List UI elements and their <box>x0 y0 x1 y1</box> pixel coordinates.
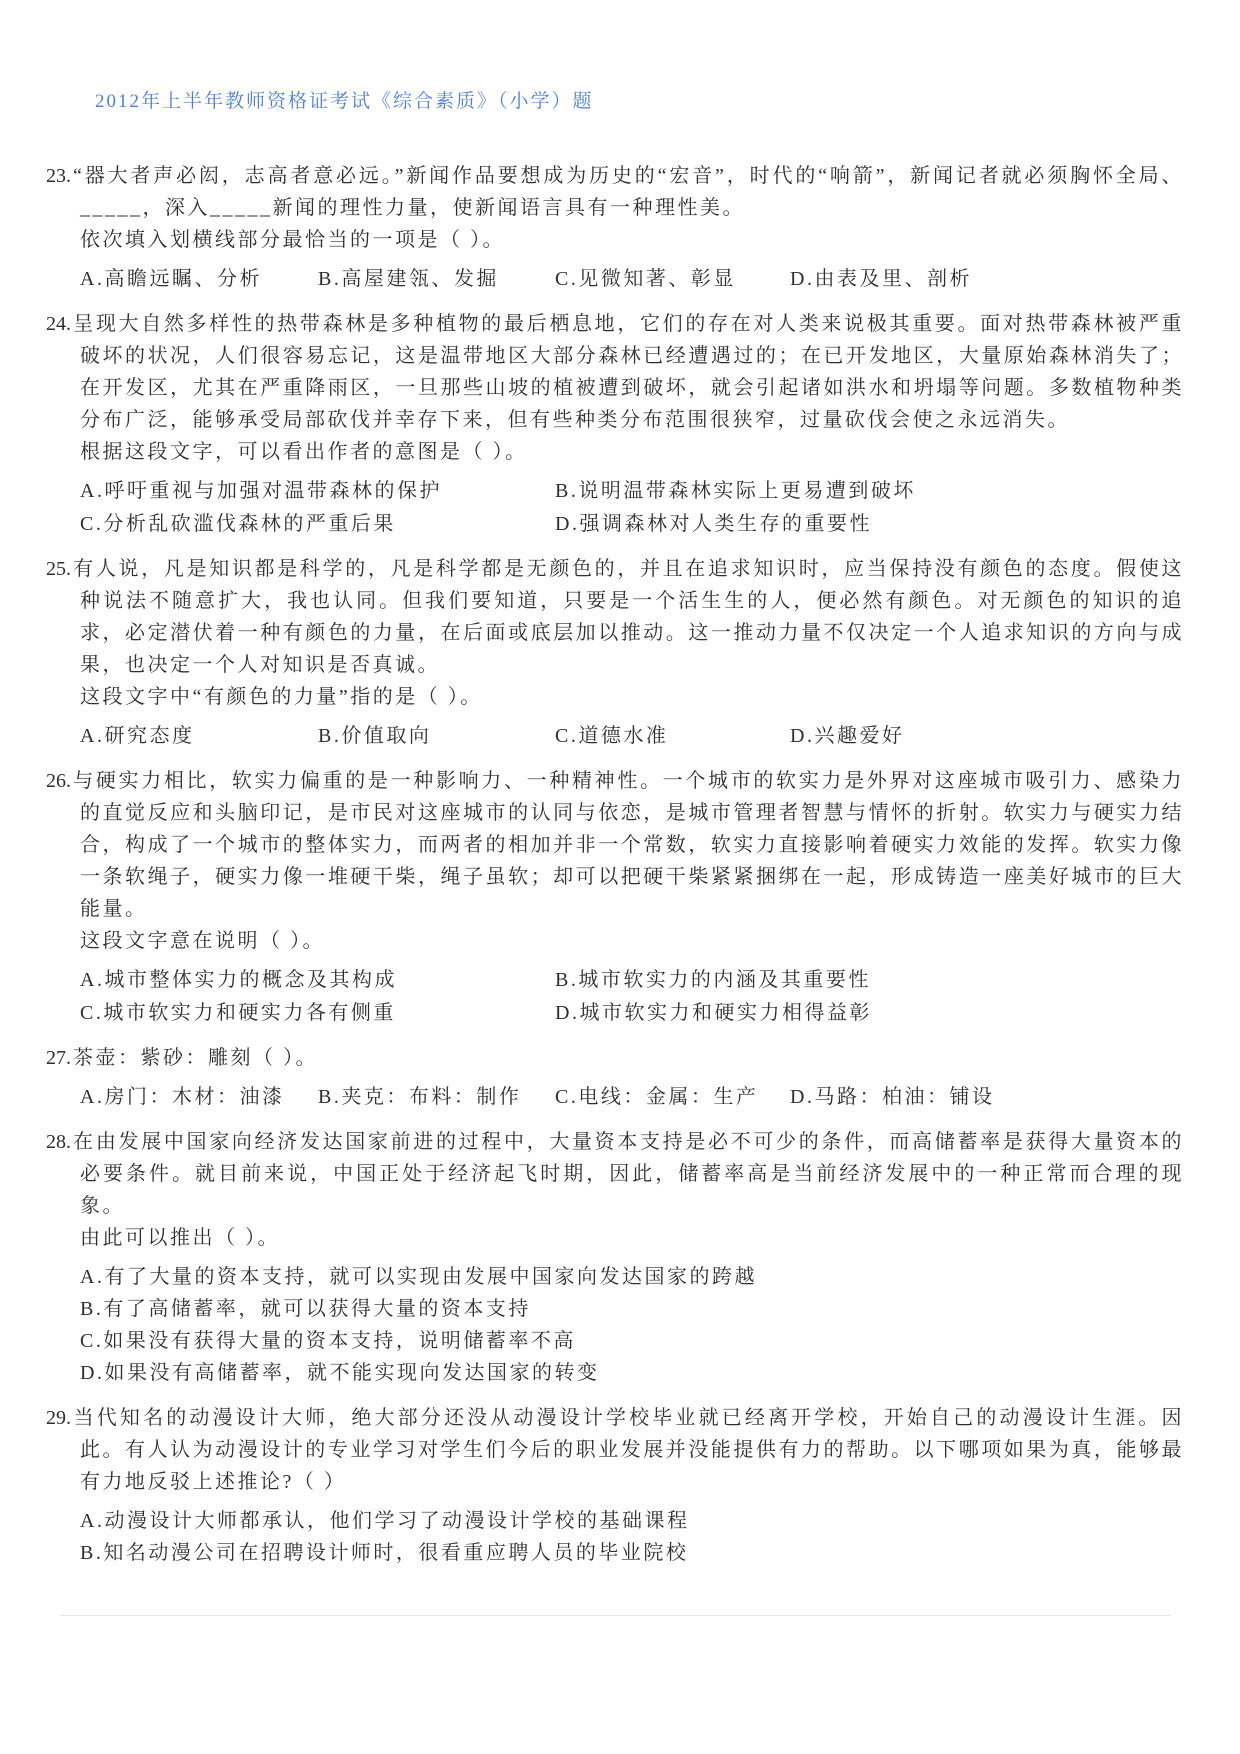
question-stem: 23. “器大者声必闳，志高者意必远。”新闻作品要想成为历史的“宏音”，时代的“响箭”，新闻记者就必须胸怀全局、_____，深入_____新闻的理性力量，使新闻语言具有一种理性美。 <box>46 165 1184 219</box>
options <box>46 263 1184 295</box>
option: B.城市软实力的内涵及其重要性 <box>555 969 871 991</box>
option: B.高屋建瓴、发掘 <box>318 268 499 290</box>
question-prompt: 依次填入划横线部分最恰当的一项是（ ）。 <box>80 229 505 251</box>
question-29 <box>46 1402 1184 1569</box>
question-number: 25. <box>46 558 71 580</box>
option: A.高瞻远瞩、分析 <box>80 268 262 290</box>
document-title: 2012年上半年教师资格证考试《综合素质》（小学）题 <box>95 91 594 112</box>
option: A.房门：木材：油漆 <box>80 1086 285 1108</box>
question-24 <box>46 308 1184 540</box>
options <box>46 475 1184 540</box>
option: B.价值取向 <box>318 725 432 747</box>
question-25 <box>46 553 1184 752</box>
options <box>46 1081 1184 1113</box>
question-number: 27. <box>46 1047 71 1069</box>
question-28 <box>46 1126 1184 1389</box>
options <box>46 1505 1184 1569</box>
option: D.强调森林对人类生存的重要性 <box>555 513 872 535</box>
page-bottom-divider <box>59 1615 1171 1616</box>
question-prompt: 根据这段文字，可以看出作者的意图是（ ）。 <box>80 441 528 463</box>
question-prompt: 这段文字中“有颜色的力量”指的是（ ）。 <box>80 686 483 708</box>
option: A.呼吁重视与加强对温带森林的保护 <box>80 480 442 502</box>
question-stem: 24. 呈现大自然多样性的热带森林是多种植物的最后栖息地，它们的存在对人类来说极其重要。面对热带森林被严重破坏的状况，人们很容易忘记，这是温带地区大部分森林已经遭遇过的；在已开发地区，大量原始森林消失了；在开发区，尤其在严重降雨区，一旦那些山坡的植被遭到破坏，就会引起诸如洪水和坍塌等问题。多数植物种类分布广泛，能够承受局部砍伐并幸存下来，但有些种类分布范围很狭窄，过量砍伐会使之永远消失。 <box>46 313 1184 431</box>
option: C.城市软实力和硬实力各有侧重 <box>80 1002 396 1024</box>
option: A.城市整体实力的概念及其构成 <box>80 969 397 991</box>
option: B.有了高储蓄率，就可以获得大量的资本支持 <box>80 1298 531 1320</box>
option: D.如果没有高储蓄率，就不能实现向发达国家的转变 <box>80 1362 600 1384</box>
option: C.见微知著、彰显 <box>555 268 736 290</box>
question-stem: 28. 在由发展中国家向经济发达国家前进的过程中，大量资本支持是必不可少的条件，而高储蓄率是获得大量资本的必要条件。就目前来说，中国正处于经济起飞时期，因此，储蓄率高是当前经济发展中的一种正常而合理的现象。 <box>46 1131 1184 1217</box>
questions <box>46 160 1184 1616</box>
options <box>46 720 1184 752</box>
question-stem: 26. 与硬实力相比，软实力偏重的是一种影响力、一种精神性。一个城市的软实力是外界对这座城市吸引力、感染力的直觉反应和头脑印记，是市民对这座城市的认同与依恋，是城市管理者智慧与情怀的折射。软实力与硬实力结合，构成了一个城市的整体实力，而两者的相加并非一个常数，软实力直接影响着硬实力效能的发挥。软实力像一条软绳子，硬实力像一堆硬干柴，绳子虽软；却可以把硬干柴紧紧捆绑在一起，形成铸造一座美好城市的巨大能量。 <box>46 770 1184 920</box>
option: D.由表及里、剖析 <box>790 268 972 290</box>
option: B.说明温带森林实际上更易遭到破坏 <box>555 480 916 502</box>
option: D.城市软实力和硬实力相得益彰 <box>555 1002 872 1024</box>
question-26 <box>46 765 1184 1029</box>
question-stem: 27. 茶壶：紫砂：雕刻（ ）。 <box>46 1047 318 1069</box>
question-number: 29. <box>46 1407 71 1429</box>
option: C.道德水准 <box>555 725 669 747</box>
option: A.动漫设计大师都承认，他们学习了动漫设计学校的基础课程 <box>80 1510 690 1532</box>
question-number: 23. <box>46 165 71 187</box>
options <box>46 964 1184 1029</box>
question-27 <box>46 1042 1184 1113</box>
option: A.有了大量的资本支持，就可以实现由发展中国家向发达国家的跨越 <box>80 1266 757 1288</box>
question-number: 26. <box>46 770 71 792</box>
option: B.知名动漫公司在招聘设计师时，很看重应聘人员的毕业院校 <box>80 1542 689 1564</box>
options <box>46 1261 1184 1389</box>
option: D.马路：柏油：铺设 <box>790 1086 995 1108</box>
option: D.兴趣爱好 <box>790 725 905 747</box>
question-prompt: 由此可以推出（ ）。 <box>80 1227 280 1249</box>
question-number: 28. <box>46 1131 71 1153</box>
question-23 <box>46 160 1184 295</box>
option: A.研究态度 <box>80 725 195 747</box>
option: C.分析乱砍滥伐森林的严重后果 <box>80 513 396 535</box>
option: B.夹克：布料：制作 <box>318 1086 522 1108</box>
question-number: 24. <box>46 313 71 335</box>
option: C.如果没有获得大量的资本支持，说明储蓄率不高 <box>80 1330 576 1352</box>
question-stem: 29. 当代知名的动漫设计大师，绝大部分还没从动漫设计学校毕业就已经离开学校，开始自己的动漫设计生涯。因此。有人认为动漫设计的专业学习对学生们今后的职业发展并没能提供有力的帮助。以下哪项如果为真，能够最有力地反驳上述推论?（ ） <box>46 1407 1184 1493</box>
question-stem: 25. 有人说，凡是知识都是科学的，凡是科学都是无颜色的，并且在追求知识时，应当保持没有颜色的态度。假使这种说法不随意扩大，我也认同。但我们要知道，只要是一个活生生的人，便必然有颜色。对无颜色的知识的追求，必定潜伏着一种有颜色的力量，在后面或底层加以推动。这一推动力量不仅决定一个人追求知识的方向与成果，也决定一个人对知识是否真诚。 <box>46 558 1184 676</box>
option: C.电线：金属：生产 <box>555 1086 759 1108</box>
question-prompt: 这段文字意在说明（ ）。 <box>80 930 325 952</box>
